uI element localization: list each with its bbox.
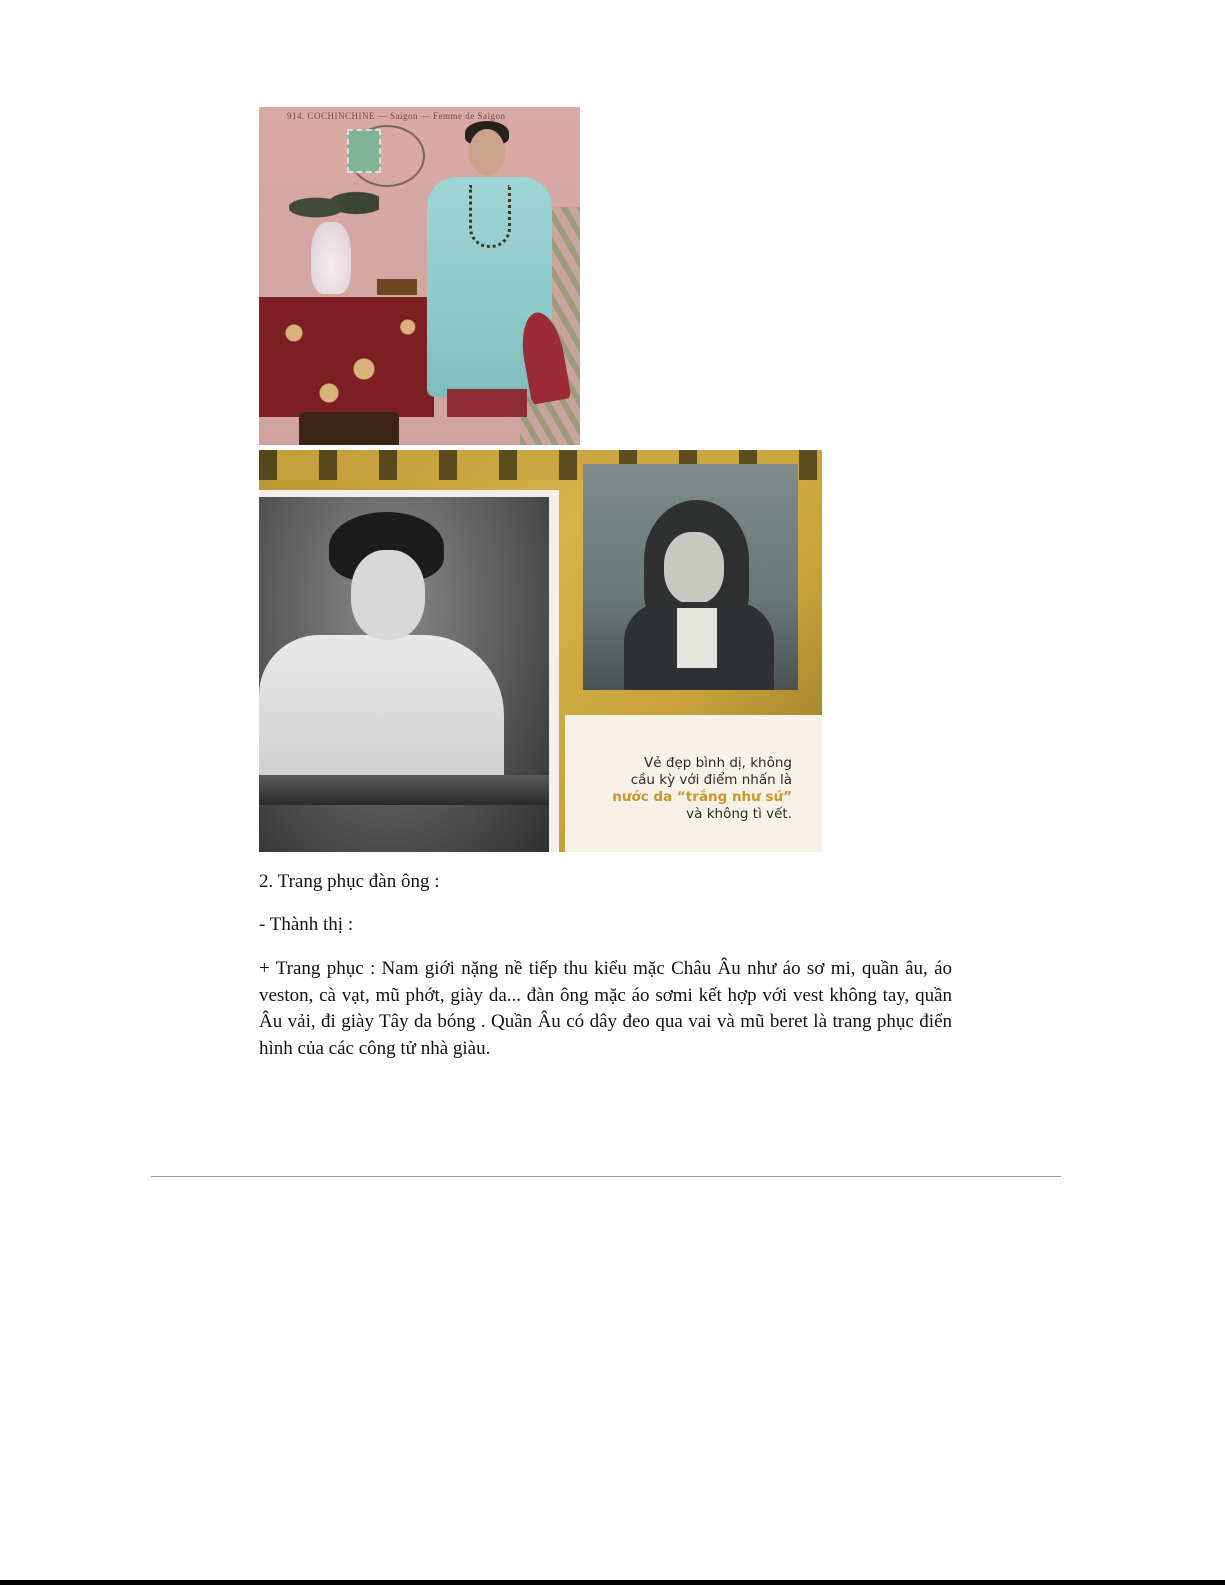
section-heading: 2. Trang phục đàn ông : bbox=[259, 871, 440, 892]
caption-line-1: Vẻ đẹp bình dị, không bbox=[644, 755, 792, 771]
open-book bbox=[259, 775, 549, 805]
postcard-caption: 914. COCHINCHINE — Saigon — Femme de Saigon bbox=[287, 111, 506, 121]
caption-line-2: cầu kỳ với điểm nhấn là bbox=[630, 772, 792, 788]
necklace bbox=[469, 185, 511, 248]
woman-face bbox=[469, 129, 505, 175]
reading-woman-blouse bbox=[259, 635, 504, 785]
postage-stamp bbox=[347, 129, 381, 173]
caption-line-4: và không tì vết. bbox=[686, 806, 792, 822]
woman-trousers bbox=[447, 389, 527, 417]
girl-collar bbox=[677, 608, 717, 668]
postcard-photo bbox=[259, 107, 580, 445]
body-paragraph: + Trang phục : Nam giới nặng nề tiếp thu kiểu mặc Châu Âu như áo sơ mi, quần âu, áo veston, cà vạt, mũ phớt, giày da... đàn ông mặc áo sơmi kết hợp với vest không tay, quần Âu vải, đi giày Tây da bóng . Quần Âu có dây đeo qua vai và mũ beret là trang phục điển hình của các công tử nhà giàu. bbox=[259, 958, 952, 1059]
caption-highlight: nước da “trắng như sứ” bbox=[612, 789, 792, 805]
table-base bbox=[299, 412, 399, 445]
collage-image bbox=[259, 450, 822, 852]
subsection-heading: - Thành thị : bbox=[259, 914, 354, 935]
bottom-edge-bar bbox=[0, 1580, 1225, 1585]
draped-table bbox=[259, 297, 434, 417]
girl-face bbox=[664, 532, 724, 604]
collage-caption bbox=[562, 755, 792, 823]
vase bbox=[311, 222, 351, 294]
book-on-table bbox=[377, 279, 417, 295]
reading-woman-face bbox=[351, 550, 425, 640]
page-break-divider bbox=[151, 1176, 1061, 1177]
